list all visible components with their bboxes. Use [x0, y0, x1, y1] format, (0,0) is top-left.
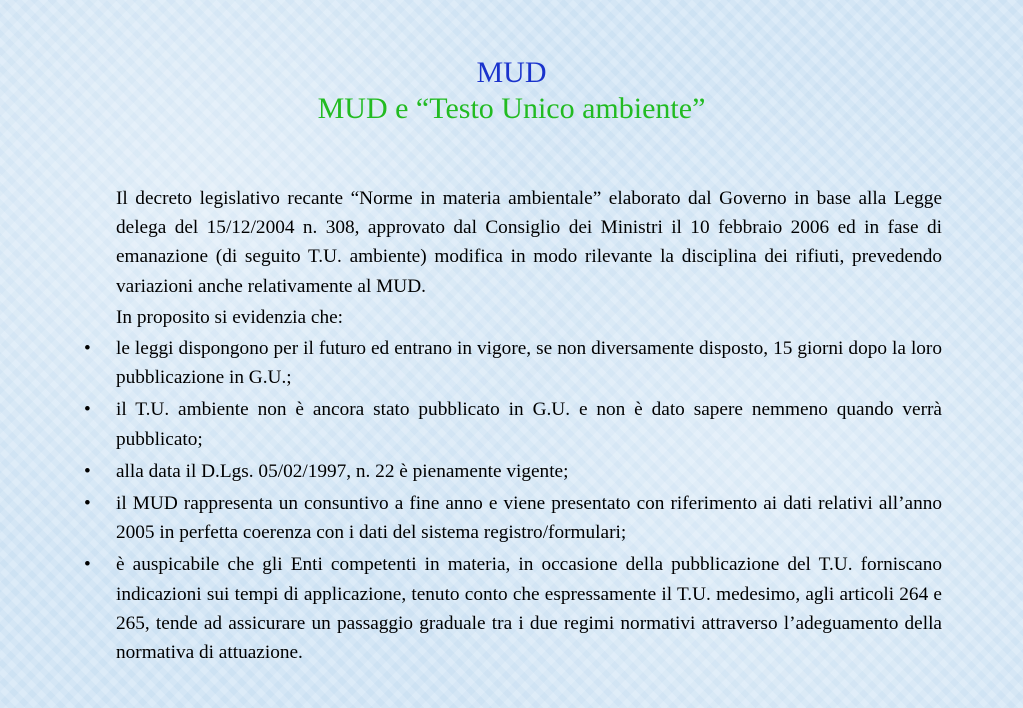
bullet-icon: •: [84, 338, 91, 360]
bullet-item: [84, 489, 942, 547]
lead-in-paragraph: In proposito si evidenzia che:: [116, 306, 344, 328]
slide-title: MUD: [476, 56, 547, 89]
bullet-item: [84, 395, 942, 453]
title-block: [0, 55, 1023, 127]
bullet-text: le leggi dispongono per il futuro ed entrano in vigore, se non diversamente disposto, 15 giorni dopo la loro pubblicazione in G.U.;: [116, 338, 942, 389]
slide-subtitle: MUD e “Testo Unico ambiente”: [317, 92, 706, 125]
intro-paragraph: Il decreto legislativo recante “Norme in materia ambientale” elaborato dal Governo in base alla Legge delega del 15/12/2004 n. 308, approvato dal Consiglio dei Ministri il 10 febbraio 2006 ed in fase di emanazione (di seguito T.U. ambiente) modifica in modo rilevante la disciplina dei rifiuti, prevedendo variazioni anche relativamente al MUD.: [116, 188, 942, 297]
bullet-icon: •: [84, 554, 91, 576]
bullet-list: [84, 334, 942, 667]
bullet-icon: •: [84, 399, 91, 421]
bullet-text: il MUD rappresenta un consuntivo a fine anno e viene presentato con riferimento ai dati relativi all’anno 2005 in perfetta coerenza con i dati del sistema registro/formulari;: [116, 493, 942, 544]
bullet-icon: •: [84, 460, 91, 482]
slide-body: [84, 184, 942, 670]
bullet-text: il T.U. ambiente non è ancora stato pubblicato in G.U. e non è dato sapere nemmeno quando verrà pubblicato;: [116, 399, 942, 450]
bullet-text: è auspicabile che gli Enti competenti in materia, in occasione della pubblicazione del T.U. forniscano indicazioni sui tempi di applicazione, tenuto conto che espressamente il T.U. medesimo, agli articoli 264 e 265, tende ad assicurare un passaggio graduale tra i due regimi normativi attraverso l’adeguamento della normativa di attuazione.: [116, 554, 942, 664]
bullet-item: [84, 457, 942, 486]
bullet-item: [84, 334, 942, 392]
bullet-text: alla data il D.Lgs. 05/02/1997, n. 22 è pienamente vigente;: [116, 460, 569, 482]
bullet-icon: •: [84, 493, 91, 515]
bullet-item: [84, 550, 942, 667]
